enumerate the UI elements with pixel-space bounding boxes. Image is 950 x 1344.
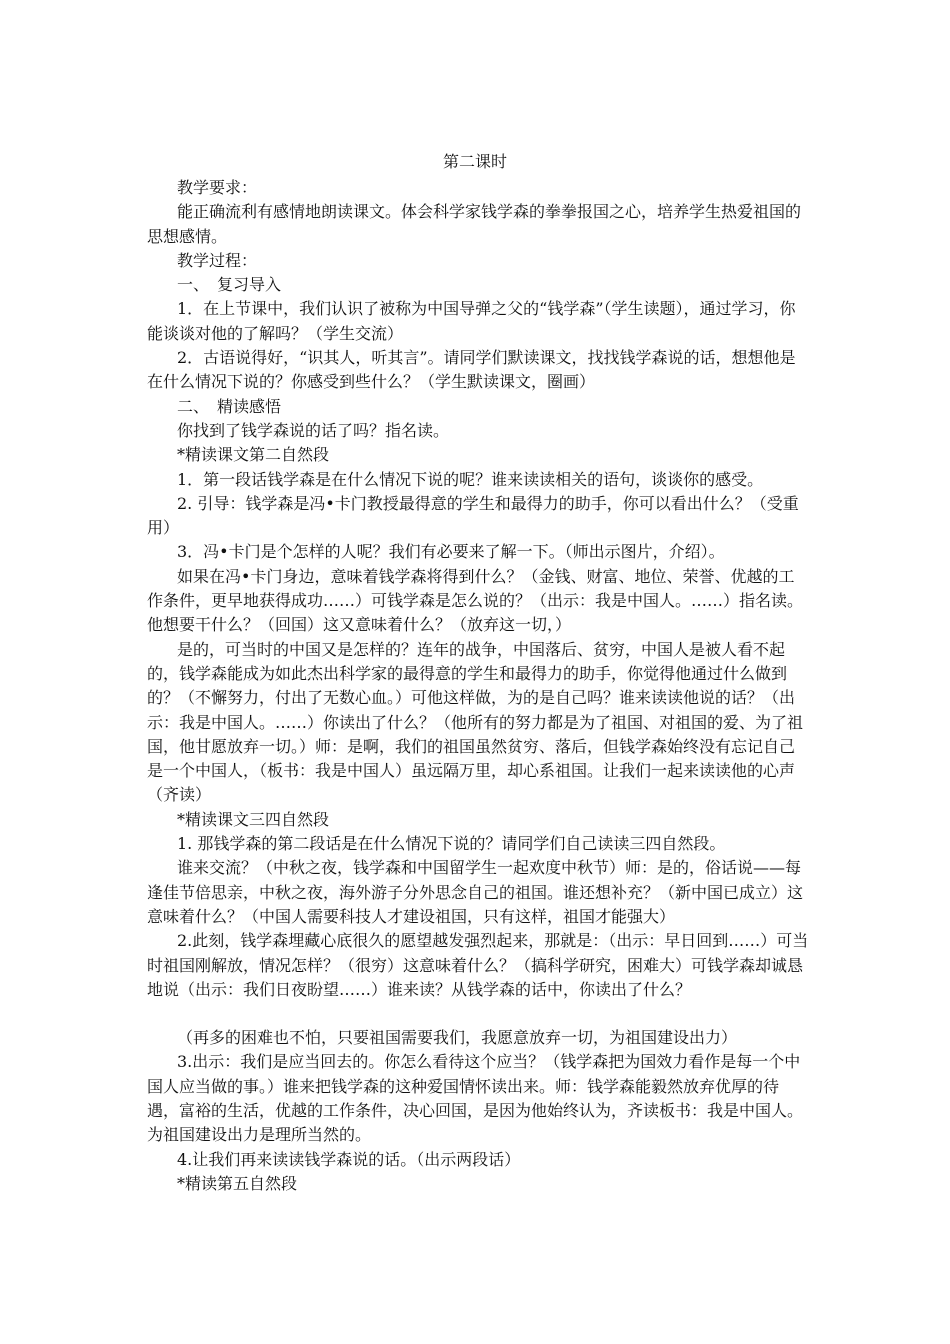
subsection-heading: *精读第五自然段 — [177, 1173, 298, 1193]
paragraph: 2．古语说得好，“识其人，听其言”。请同学们默读课文，找找钱学森说的话，想想他是在什么情况下说的？你感受到些什么？（学生默读课文，圈画） — [147, 348, 796, 392]
paragraph: 2.此刻，钱学森埋藏心底很久的愿望越发强烈起来，那就是：（出示：早日回到……）可当时祖国刚解放，情况怎样？（很穷）这意味着什么？（搞科学研究，困难大）可钱学森却诚恳地说（出示：我们日夜盼望……）谁来读？从钱学森的话中，你读出了什么？ — [147, 931, 809, 999]
lesson-body — [147, 176, 810, 1196]
paragraph: 1. 那钱学森的第二段话是在什么情况下说的？请同学们自己读读三四自然段。 — [177, 834, 726, 854]
paragraph: 你找到了钱学森说的话了吗？指名读。 — [177, 420, 450, 440]
paragraph: 1．在上节课中，我们认识了被称为中国导弹之父的“钱学森”（学生读题），通过学习，你能谈谈对他的了解吗？（学生交流） — [147, 299, 796, 343]
subsection-heading: *精读课文第二自然段 — [177, 445, 330, 465]
section-heading: 二、 精读感悟 — [177, 396, 282, 416]
lesson-title: 第二课时 — [442, 152, 507, 171]
paragraph: 1．第一段话钱学森是在什么情况下说的呢？谁来读读相关的语句，谈谈你的感受。 — [177, 469, 764, 489]
paragraph: 教学过程： — [177, 250, 258, 270]
paragraph: 如果在冯•卡门身边，意味着钱学森将得到什么？（金钱、财富、地位、荣誉、优越的工作条件，更早地获得成功……）可钱学森是怎么说的？（出示：我是中国人。……）指名读。他想要干什么？（回国）这又意味着什么？（放弃这一切，） — [147, 566, 804, 635]
paragraph: 3.出示：我们是应当回去的。你怎么看待这个应当？（钱学森把为国效力看作是每一个中国人应当做的事。）谁来把钱学森的这种爱国情怀读出来。师：钱学森能毅然放弃优厚的待遇，富裕的生活，优越的工作条件，决心回国，是因为他始终认为，齐读板书：我是中国人。为祖国建设出力是理所当然的。 — [147, 1052, 804, 1145]
paragraph: 是的，可当时的中国又是怎样的？连年的战争，中国落后、贫穷，中国人是被人看不起的，钱学森能成为如此杰出科学家的最得意的学生和最得力的助手，你觉得他通过什么做到的？（不懈努力，付出了无数心血。）可他这样做，为的是自己吗？谁来读读他说的话？（出示：我是中国人。……）你读出了什么？（他所有的努力都是为了祖国、对祖国的爱、为了祖国，他甘愿放弃一切。）师：是啊，我们的祖国虽然贫穷、落后，但钱学森始终没有忘记自己是一个中国人，（板书：我是中国人）虽远隔万里，却心系祖国。让我们一起来读读他的心声（齐读） — [147, 639, 804, 805]
paragraph: 能正确流利有感情地朗读课文。体会科学家钱学森的拳拳报国之心，培养学生热爱祖国的思想感情。 — [147, 202, 802, 246]
paragraph: 3．冯•卡门是个怎样的人呢？我们有必要来了解一下。（师出示图片，介绍）。 — [177, 542, 725, 562]
paragraph: 教学要求： — [177, 178, 258, 197]
paragraph: 谁来交流？（中秋之夜，钱学森和中国留学生一起欢度中秋节）师：是的，俗话说——每逢佳节倍思亲，中秋之夜，海外游子分外思念自己的祖国。谁还想补充？（新中国已成立）这意味着什么？（中国人需要科技人才建设祖国，只有这样，祖国才能强大） — [147, 858, 804, 926]
subsection-heading: *精读课文三四自然段 — [177, 809, 330, 829]
paragraph: 4.让我们再来读读钱学森说的话。（出示两段话） — [177, 1149, 521, 1169]
section-heading: 一、 复习导入 — [177, 275, 282, 295]
paragraph: 2. 引导：钱学森是冯•卡门教授最得意的学生和最得力的助手，你可以看出什么？（受重用） — [147, 493, 799, 538]
paragraph: （再多的困难也不怕，只要祖国需要我们，我愿意放弃一切，为祖国建设出力） — [177, 1028, 738, 1048]
